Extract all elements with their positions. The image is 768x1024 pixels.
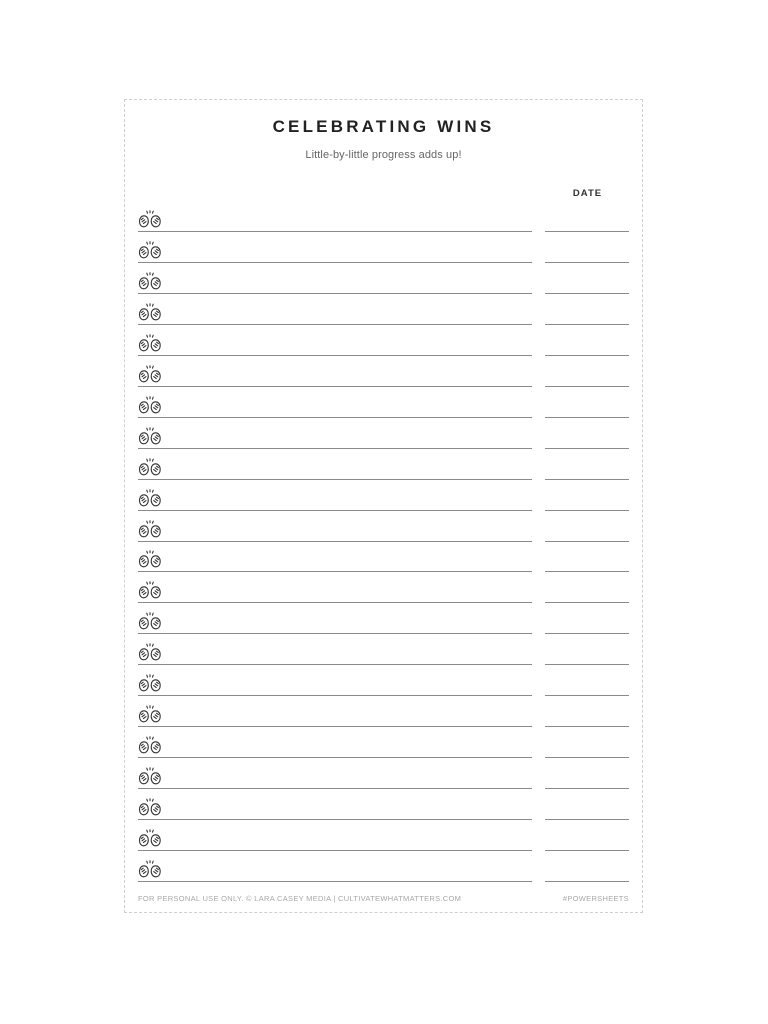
- clapping-hands-icon: [137, 767, 163, 785]
- win-entry-row: [125, 387, 642, 418]
- clapping-hands-icon: [137, 520, 163, 538]
- win-entry-row: [125, 758, 642, 789]
- clapping-hands-icon: [137, 860, 163, 878]
- clapping-hands-icon: [137, 210, 163, 228]
- win-entry-row: [125, 232, 642, 263]
- win-entry-row: [125, 325, 642, 356]
- clapping-hands-icon: [137, 705, 163, 723]
- clapping-hands-icon: [137, 736, 163, 754]
- clapping-hands-icon: [137, 241, 163, 259]
- clapping-hands-icon: [137, 829, 163, 847]
- footer-hashtag: #POWERSHEETS: [562, 894, 629, 903]
- clapping-hands-icon: [137, 303, 163, 321]
- win-write-line: [138, 881, 532, 882]
- win-entry-row: [125, 418, 642, 449]
- win-entry-row: [125, 665, 642, 696]
- page-subtitle: Little-by-little progress adds up!: [305, 149, 462, 161]
- clapping-hands-icon: [137, 365, 163, 383]
- clapping-hands-icon: [137, 458, 163, 476]
- clapping-hands-icon: [137, 643, 163, 661]
- page-title: CELEBRATING WINS: [272, 117, 495, 136]
- win-entry-row: [125, 572, 642, 603]
- win-entry-row: [125, 696, 642, 727]
- clapping-hands-icon: [137, 427, 163, 445]
- win-entry-row: [125, 820, 642, 851]
- clapping-hands-icon: [137, 674, 163, 692]
- win-entry-row: [125, 511, 642, 542]
- clapping-hands-icon: [137, 489, 163, 507]
- clapping-hands-icon: [137, 334, 163, 352]
- win-entry-row: [125, 356, 642, 387]
- clapping-hands-icon: [137, 612, 163, 630]
- clapping-hands-icon: [137, 396, 163, 414]
- win-entry-row: [125, 263, 642, 294]
- win-entry-row: [125, 634, 642, 665]
- clapping-hands-icon: [137, 798, 163, 816]
- clapping-hands-icon: [137, 272, 163, 290]
- win-entry-row: [125, 294, 642, 325]
- win-entry-row: [125, 201, 642, 232]
- clapping-hands-icon: [137, 550, 163, 568]
- date-write-line: [545, 881, 629, 882]
- win-entry-row: [125, 449, 642, 480]
- win-entry-row: [125, 789, 642, 820]
- win-entry-row: [125, 480, 642, 511]
- clapping-hands-icon: [137, 581, 163, 599]
- win-entry-row: [125, 541, 642, 572]
- footer-copyright: FOR PERSONAL USE ONLY. © LARA CASEY MEDIA | CULTIVATEWHATMATTERS.COM: [138, 894, 462, 903]
- win-entry-row: [125, 727, 642, 758]
- win-entry-row: [125, 851, 642, 882]
- wins-list: [125, 100, 642, 912]
- worksheet-page: [124, 99, 643, 913]
- date-column-header: DATE: [572, 188, 603, 199]
- win-entry-row: [125, 603, 642, 634]
